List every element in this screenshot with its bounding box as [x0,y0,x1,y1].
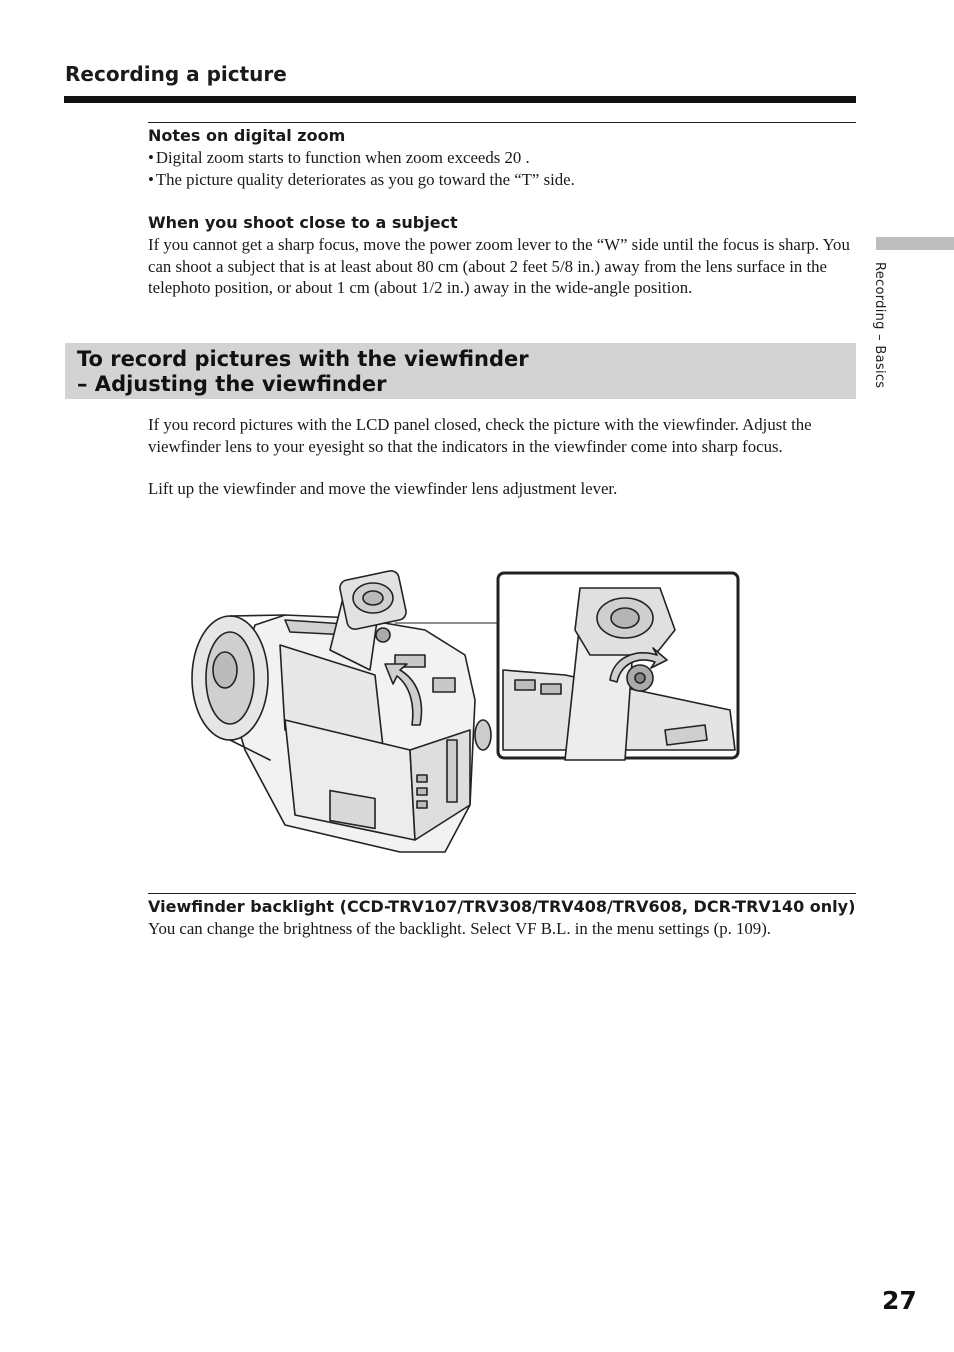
backlight-divider [148,893,856,894]
close-subject-heading: When you shoot close to a subject [148,213,458,232]
close-subject-text: If you cannot get a sharp focus, move the power zoom lever to the “W” side until the focus is sharp. You can shoot a subject that is at least about 80 cm (about 2 feet 5/8 in.) away from the lens surface in the telephoto position, or about 1 cm (about 1/2 in.) away in the wide-angle position. [148,235,850,298]
backlight-heading: Viewfinder backlight (CCD-TRV107/TRV308/TRV408/TRV608, DCR-TRV140 only) [148,897,856,916]
notes-zoom-heading: Notes on digital zoom [148,126,346,145]
section-paragraph-2: Lift up the viewfinder and move the viewfinder lens adjustment lever. [148,479,618,499]
section-body [148,414,860,500]
notes-digital-zoom [148,125,860,190]
bullet-icon: • [148,169,154,189]
camcorder-illustration [185,560,745,860]
side-tab-label: Recording – Basics [872,262,887,389]
section-paragraph-1: If you record pictures with the LCD panel closed, check the picture with the viewfinder. Adjust the viewfinder lens to your eyesight so that the indicators in the viewfinder come into sharp focus. [148,415,812,456]
close-subject-block [148,212,860,299]
side-tab-marker [876,237,954,250]
header-rule [64,96,856,103]
list-item: • Digital zoom starts to function when zoom exceeds 20 . [148,148,530,167]
page-title: Recording a picture [65,62,287,86]
backlight-text: You can change the brightness of the backlight. Select VF B.L. in the menu settings (p. 109). [148,919,771,938]
page-number: 27 [882,1286,917,1315]
detail-inset [498,573,738,760]
bullet-icon: • [148,148,154,167]
notes-zoom-list [148,147,860,190]
backlight-block [148,896,860,940]
list-item: • The picture quality deteriorates as you go toward the “T” side. [148,169,575,189]
notes-divider [148,122,856,123]
section-title: To record pictures with the viewfinder – Adjusting the viewfinder [77,347,529,396]
section-heading-band [65,343,856,399]
